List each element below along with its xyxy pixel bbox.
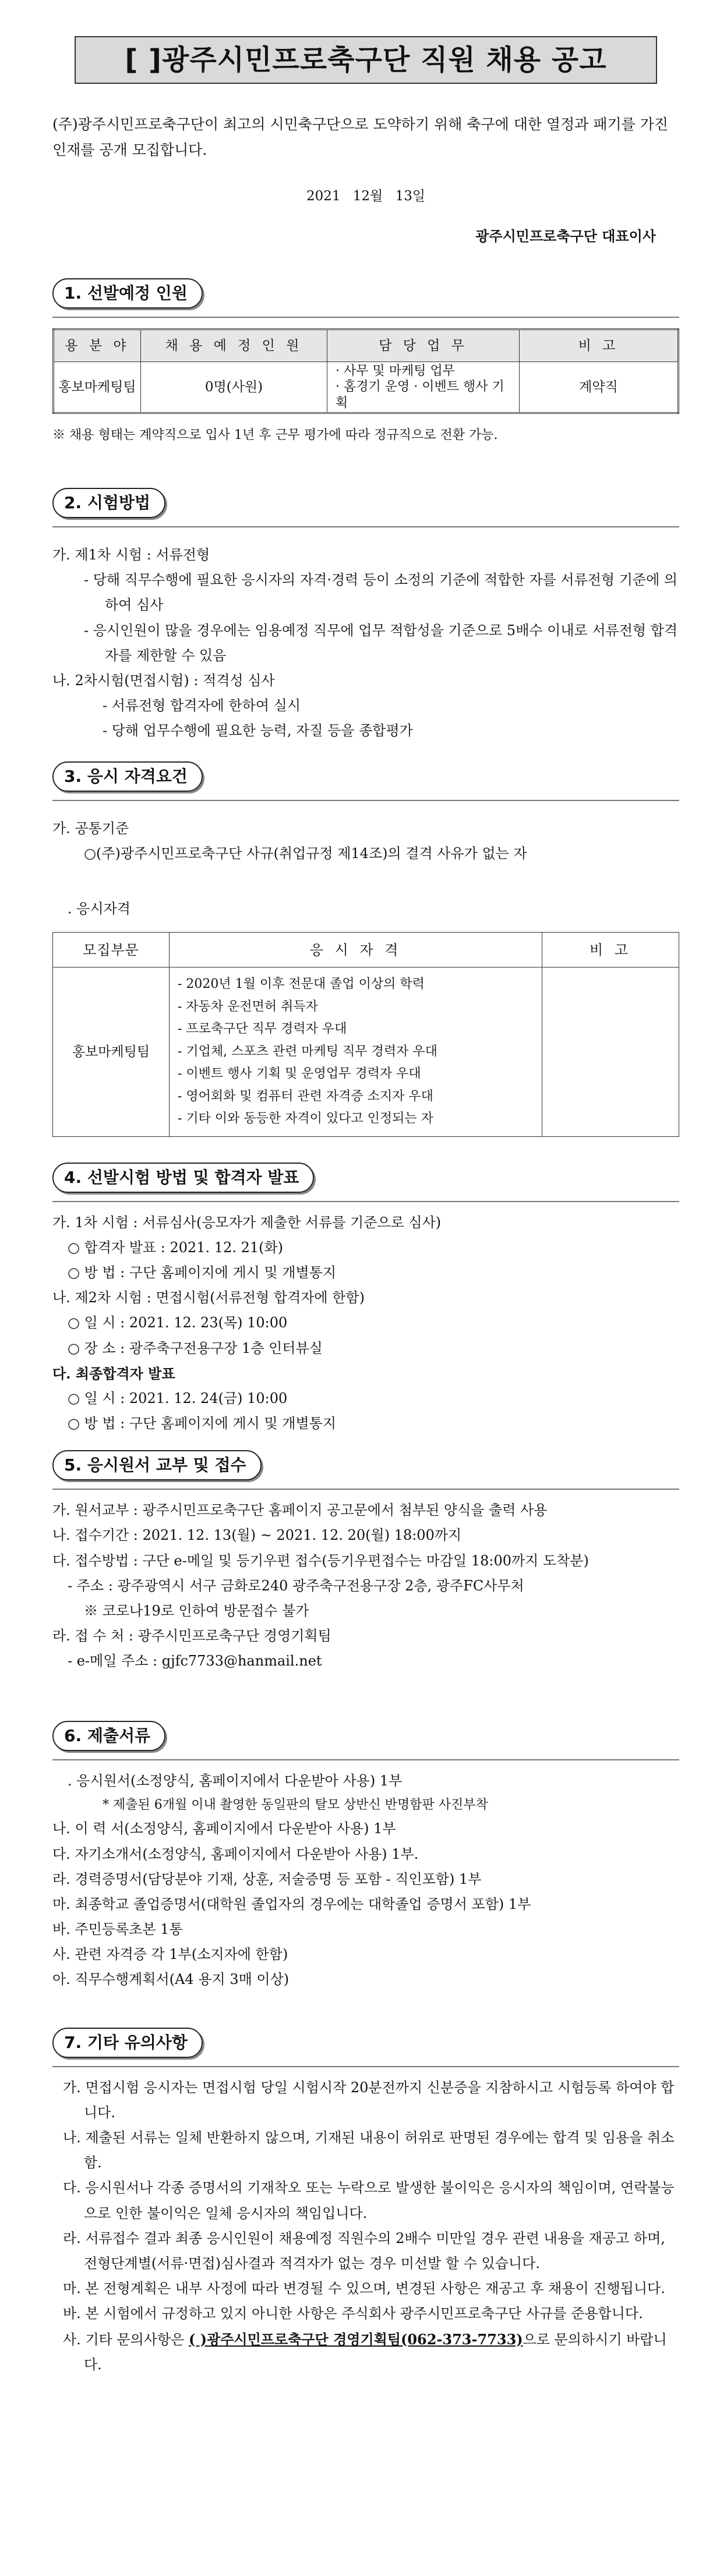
section-2-heading: 2. 시험방법	[52, 488, 165, 518]
list-item: 마. 최종학교 졸업증명서(대학원 졸업자의 경우에는 대학졸업 증명서 포함) 1부	[52, 1895, 531, 1912]
col-field: 모집부문	[53, 933, 170, 968]
list-item: 아. 직무수행계획서(A4 용지 3매 이상)	[52, 1971, 290, 1988]
table-row	[54, 362, 679, 413]
cell-field: 홍보마케팅팀	[54, 362, 141, 413]
list-item: 라. 서류접수 결과 최종 응시인원이 채용예정 직원수의 2배수 미만일 경우 관련 내용을 재공고 하며, 전형단계별(서류·면접)심사결과 적격자가 없는 경우 미선발 할 수 있습니다.	[63, 2230, 665, 2272]
list-item: - 주소 : 광주광역시 서구 금화로240 광주축구전용구장 2층, 광주FC사무처	[68, 1577, 524, 1594]
contact-prefix: 사. 기타 문의사항은	[63, 2331, 185, 2348]
list-item: 나. 제출된 서류는 일체 반환하지 않으며, 기재된 내용이 허위로 판명된 경우에는 합격 및 임용을 취소함.	[63, 2129, 675, 2171]
duty-line: · 사무 및 마케팅 업무	[336, 363, 455, 378]
section-1	[52, 278, 679, 445]
list-item: - 당해 직무수행에 필요한 응시자의 자격·경력 등이 소정의 기준에 적합한 자를 서류전형 기준에 의하여 심사	[84, 572, 678, 614]
list-item: 라. 경력증명서(담당분야 기재, 상훈, 저술증명 등 포함 - 직인포함) 1부	[52, 1870, 482, 1887]
section-1-rule	[52, 317, 679, 318]
intro-paragraph: (주)광주시민프로축구단이 최고의 시민축구단으로 도약하기 위해 축구에 대한 열정과 패기를 가진 인재를 공개 모집합니다.	[52, 116, 669, 158]
table-row	[53, 968, 679, 1137]
positions-table	[52, 328, 679, 414]
list-item: 라. 접 수 처 : 광주시민프로축구단 경영기획팀	[52, 1628, 331, 1645]
section-3-heading: 3. 응시 자격요건	[52, 761, 203, 792]
contact-suffix: 으로 문의하시기 바랍니다.	[84, 2331, 667, 2373]
list-item: 나. 2차시험(면접시험) : 적격성 심사	[52, 672, 275, 689]
list-item: - 당해 업무수행에 필요한 능력, 자질 등을 종합평가	[103, 722, 413, 739]
cell-remark	[542, 968, 679, 1137]
list-item: 마. 본 전형계획은 내부 사정에 따라 변경될 수 있으며, 변경된 사항은 재공고 후 채용이 진행됩니다.	[63, 2280, 665, 2297]
list-item: . 응시자격	[68, 900, 130, 917]
email-address: - e-메일 주소 : gjfc7733@hanmail.net	[68, 1653, 322, 1670]
section-5	[52, 1450, 679, 1674]
table-header-row	[54, 329, 679, 362]
section-2-rule	[52, 526, 679, 527]
section-6-rule	[52, 1759, 679, 1760]
col-qualifications: 응 시 자 격	[170, 933, 542, 968]
list-item: 다. 응시원서나 각종 증명서의 기재착오 또는 누락으로 발생한 불이익은 응시자의 책임이며, 연락불능으로 인한 불이익은 일체 응시자의 책임입니다.	[63, 2180, 675, 2221]
section-3-rule	[52, 800, 679, 801]
list-item: ○ 장 소 : 광주축구전용구장 1층 인터뷰실	[68, 1340, 323, 1356]
duty-line: · 홈경기 운영 · 이벤트 행사 기획	[336, 380, 504, 410]
qualification-item: - 기타 이와 동등한 자격이 있다고 인정되는 자	[178, 1111, 433, 1126]
list-item: * 제출된 6개월 이내 촬영한 동일판의 탈모 상반신 반명함판 사진부착	[103, 1797, 488, 1812]
qualification-item: - 프로축구단 직무 경력자 우대	[178, 1022, 347, 1037]
list-item: 가. 제1차 시험 : 서류전형	[52, 547, 210, 563]
list-item: ○ 일 시 : 2021. 12. 23(목) 10:00	[68, 1314, 288, 1331]
section-7	[52, 2028, 679, 2377]
qualification-item: - 자동차 운전면허 취득자	[178, 999, 318, 1014]
list-item: - 응시인원이 많을 경우에는 임용예정 직무에 업무 적합성을 기준으로 5배수 이내로 서류전형 합격자를 제한할 수 있음	[84, 622, 678, 664]
cell-qualifications	[170, 968, 542, 1137]
section-1-heading: 1. 선발예정 인원	[52, 278, 203, 309]
page-title: [ ]광주시민프로축구단 직원 채용 공고	[75, 36, 657, 84]
list-item: 가. 1차 시험 : 서류심사(응모자가 제출한 서류를 기준으로 심사)	[52, 1214, 442, 1231]
list-item: ○(주)광주시민프로축구단 사규(취업규정 제14조)의 결격 사유가 없는 자	[84, 845, 527, 862]
list-item: 바. 본 시험에서 규정하고 있지 아니한 사항은 주식회사 광주시민프로축구단 사규를 준용합니다.	[63, 2305, 643, 2322]
contact-line	[52, 2327, 679, 2377]
section-7-rule	[52, 2066, 679, 2067]
section-3	[52, 761, 679, 1137]
list-item: - 서류전형 합격자에 한하여 실시	[103, 697, 301, 714]
section-5-rule	[52, 1489, 679, 1490]
list-item: 사. 관련 자격증 각 1부(소지자에 한함)	[52, 1946, 288, 1963]
section-4-rule	[52, 1201, 679, 1202]
list-item: . 응시원서(소정양식, 홈페이지에서 다운받아 사용) 1부	[68, 1772, 403, 1789]
section-4	[52, 1163, 679, 1437]
col-field: 용 분 야	[54, 329, 141, 362]
cell-duty	[327, 362, 520, 413]
list-item: 가. 원서교부 : 광주시민프로축구단 홈페이지 공고문에서 첨부된 양식을 출력 사용	[52, 1502, 548, 1519]
list-item: ○ 합격자 발표 : 2021. 12. 21(화)	[68, 1239, 284, 1256]
employment-note: ※ 채용 형태는 계약직으로 입사 1년 후 근무 평가에 따라 정규직으로 전환 가능.	[52, 428, 498, 442]
list-item: 다. 최종합격자 발표	[52, 1365, 175, 1382]
qualification-item: - 이벤트 행사 기획 및 운영업무 경력자 우대	[178, 1066, 421, 1082]
list-item: ○ 일 시 : 2021. 12. 24(금) 10:00	[68, 1390, 288, 1406]
list-item: 나. 이 력 서(소정양식, 홈페이지에서 다운받아 사용) 1부	[52, 1820, 396, 1837]
section-7-heading: 7. 기타 유의사항	[52, 2028, 203, 2058]
qualification-table	[52, 932, 679, 1137]
list-item: 바. 주민등록초본 1통	[52, 1921, 183, 1938]
list-item: 가. 면접시험 응시자는 면접시험 당일 시험시작 20분전까지 신분증을 지참하시고 시험등록 하여야 합니다.	[63, 2079, 675, 2121]
section-6-heading: 6. 제출서류	[52, 1721, 165, 1751]
cell-remark: 계약직	[520, 362, 679, 413]
cell-count: 0명(사원)	[141, 362, 327, 413]
list-item: ○ 방 법 : 구단 홈페이지에 게시 및 개별통지	[68, 1415, 337, 1432]
list-item: 가. 공통기준	[52, 820, 129, 837]
signer: 광주시민프로축구단 대표이사	[475, 228, 656, 245]
col-count: 채 용 예 정 인 원	[141, 329, 327, 362]
list-item: ※ 코로나19로 인하여 방문접수 불가	[84, 1603, 309, 1619]
col-remark: 비 고	[542, 933, 679, 968]
qualification-item: - 영어회화 및 컴퓨터 관련 자격증 소지자 우대	[178, 1089, 433, 1104]
table-header-row	[53, 933, 679, 968]
qualification-item: - 기업체, 스포츠 관련 마케팅 직무 경력자 우대	[178, 1044, 437, 1059]
qualification-item: - 2020년 1월 이후 전문대 졸업 이상의 학력	[178, 977, 425, 992]
list-item: 나. 제2차 시험 : 면접시험(서류전형 합격자에 한함)	[52, 1289, 365, 1306]
list-item: 다. 자기소개서(소정양식, 홈페이지에서 다운받아 사용) 1부.	[52, 1845, 419, 1862]
cell-field: 홍보마케팅팀	[53, 968, 170, 1137]
contact-info: ( )광주시민프로축구단 경영기획팀(062-373-7733)	[189, 2330, 523, 2348]
list-item: 다. 접수방법 : 구단 e-메일 및 등기우편 접수(등기우편접수는 마감일 18:00까지 도착분)	[52, 1552, 589, 1569]
section-4-heading: 4. 선발시험 방법 및 합격자 발표	[52, 1163, 314, 1193]
section-2	[52, 488, 679, 744]
list-item: ○ 방 법 : 구단 홈페이지에 게시 및 개별통지	[68, 1264, 337, 1281]
list-item: 나. 접수기간 : 2021. 12. 13(월) ~ 2021. 12. 20(월) 18:00까지	[52, 1527, 462, 1544]
col-remark: 비 고	[520, 329, 679, 362]
col-duty: 담 당 업 무	[327, 329, 520, 362]
notice-date: 2021 12월 13일	[306, 188, 426, 204]
section-6	[52, 1721, 679, 1993]
section-5-heading: 5. 응시원서 교부 및 접수	[52, 1450, 262, 1480]
